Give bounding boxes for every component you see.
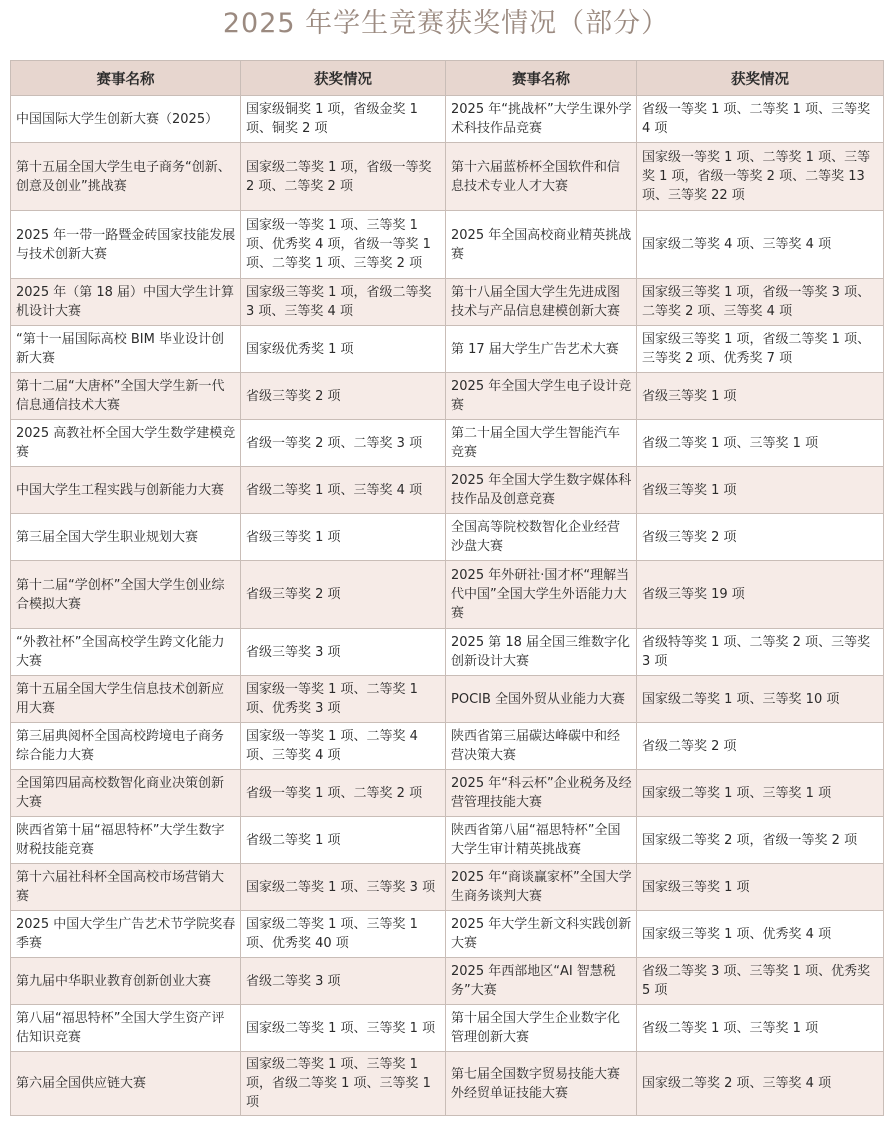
award-status-cell: 国家级二等奖 4 项、三等奖 4 项	[637, 211, 884, 279]
competition-name-cell: 第十六届蓝桥杯全国软件和信息技术专业人才大赛	[446, 143, 637, 211]
competition-name-cell: 2025 年（第 18 届）中国大学生计算机设计大赛	[11, 279, 241, 326]
award-status-cell: 省级三等奖 1 项	[241, 514, 446, 561]
competition-name-cell: 陕西省第八届“福思特杯”全国大学生审计精英挑战赛	[446, 817, 637, 864]
award-status-cell: 国家级一等奖 1 项、三等奖 1 项、优秀奖 4 项，省级一等奖 1 项、二等奖 1 项、三等奖 2 项	[241, 211, 446, 279]
award-status-cell: 省级二等奖 2 项	[637, 723, 884, 770]
header-award-status: 获奖情况	[241, 61, 446, 96]
header-award-status: 获奖情况	[637, 61, 884, 96]
award-status-cell: 国家级三等奖 1 项，省级二等奖 1 项、三等奖 2 项、优秀奖 7 项	[637, 326, 884, 373]
competition-name-cell: 第十五届全国大学生电子商务“创新、创意及创业”挑战赛	[11, 143, 241, 211]
table-row	[11, 373, 884, 420]
competition-name-cell: 第十六届社科杯全国高校市场营销大赛	[11, 864, 241, 911]
competition-name-cell: 2025 第 18 届全国三维数字化创新设计大赛	[446, 629, 637, 676]
award-status-cell: 国家级一等奖 1 项、二等奖 1 项、三等奖 1 项，省级一等奖 2 项、二等奖 13 项、三等奖 22 项	[637, 143, 884, 211]
award-status-cell: 国家级二等奖 1 项、三等奖 10 项	[637, 676, 884, 723]
award-status-cell: 省级二等奖 1 项	[241, 817, 446, 864]
table-row	[11, 958, 884, 1005]
award-status-cell: 省级三等奖 2 项	[637, 514, 884, 561]
table-row	[11, 676, 884, 723]
award-status-cell: 国家级优秀奖 1 项	[241, 326, 446, 373]
award-status-cell: 省级三等奖 1 项	[637, 373, 884, 420]
competition-name-cell: 第十二届“学创杯”全国大学生创业综合模拟大赛	[11, 561, 241, 629]
award-status-cell: 国家级三等奖 1 项，省级一等奖 3 项、二等奖 2 项、三等奖 4 项	[637, 279, 884, 326]
competition-name-cell: 第三届全国大学生职业规划大赛	[11, 514, 241, 561]
competition-name-cell: 2025 年“商谈赢家杯”全国大学生商务谈判大赛	[446, 864, 637, 911]
table-row	[11, 1052, 884, 1116]
award-status-cell: 国家级二等奖 1 项，省级一等奖 2 项、二等奖 2 项	[241, 143, 446, 211]
award-status-cell: 国家级三等奖 1 项，省级二等奖 3 项、三等奖 4 项	[241, 279, 446, 326]
award-status-cell: 国家级二等奖 1 项、三等奖 1 项、优秀奖 40 项	[241, 911, 446, 958]
award-status-cell: 国家级二等奖 1 项、三等奖 3 项	[241, 864, 446, 911]
award-status-cell: 省级二等奖 1 项、三等奖 1 项	[637, 1005, 884, 1052]
competition-name-cell: 第十八届全国大学生先进成图技术与产品信息建模创新大赛	[446, 279, 637, 326]
competition-name-cell: 2025 年全国大学生数字媒体科技作品及创意竞赛	[446, 467, 637, 514]
award-status-cell: 省级三等奖 19 项	[637, 561, 884, 629]
table-row	[11, 467, 884, 514]
award-status-cell: 国家级铜奖 1 项，省级金奖 1 项、铜奖 2 项	[241, 96, 446, 143]
competition-name-cell: 第六届全国供应链大赛	[11, 1052, 241, 1116]
award-status-cell: 省级二等奖 1 项、三等奖 4 项	[241, 467, 446, 514]
award-status-cell: 省级一等奖 1 项、二等奖 2 项	[241, 770, 446, 817]
competition-name-cell: 第三届典阅杯全国高校跨境电子商务综合能力大赛	[11, 723, 241, 770]
header-competition-name: 赛事名称	[446, 61, 637, 96]
awards-table	[10, 60, 884, 1116]
table-row	[11, 420, 884, 467]
competition-name-cell: 第九届中华职业教育创新创业大赛	[11, 958, 241, 1005]
award-status-cell: 国家级二等奖 1 项、三等奖 1 项，省级二等奖 1 项、三等奖 1 项	[241, 1052, 446, 1116]
competition-name-cell: 第七届全国数字贸易技能大赛外经贸单证技能大赛	[446, 1052, 637, 1116]
competition-name-cell: 2025 年西部地区“AI 智慧税务”大赛	[446, 958, 637, 1005]
table-row	[11, 770, 884, 817]
table-row	[11, 143, 884, 211]
competition-name-cell: 陕西省第十届“福思特杯”大学生数字财税技能竞赛	[11, 817, 241, 864]
award-status-cell: 国家级三等奖 1 项、优秀奖 4 项	[637, 911, 884, 958]
award-status-cell: 国家级一等奖 1 项、二等奖 4 项、三等奖 4 项	[241, 723, 446, 770]
competition-name-cell: 第 17 届大学生广告艺术大赛	[446, 326, 637, 373]
award-status-cell: 省级三等奖 1 项	[637, 467, 884, 514]
competition-name-cell: POCIB 全国外贸从业能力大赛	[446, 676, 637, 723]
table-row	[11, 514, 884, 561]
header-competition-name: 赛事名称	[11, 61, 241, 96]
table-row	[11, 911, 884, 958]
competition-name-cell: 中国大学生工程实践与创新能力大赛	[11, 467, 241, 514]
award-status-cell: 国家级二等奖 2 项、三等奖 4 项	[637, 1052, 884, 1116]
table-row	[11, 1005, 884, 1052]
competition-name-cell: 第十五届全国大学生信息技术创新应用大赛	[11, 676, 241, 723]
page-title: 2025 年学生竞赛获奖情况（部分）	[222, 8, 670, 39]
competition-name-cell: 陕西省第三届碳达峰碳中和经营决策大赛	[446, 723, 637, 770]
table-row	[11, 629, 884, 676]
competition-name-cell: “外教社杯”全国高校学生跨文化能力大赛	[11, 629, 241, 676]
competition-name-cell: 全国高等院校数智化企业经营沙盘大赛	[446, 514, 637, 561]
award-status-cell: 省级三等奖 2 项	[241, 561, 446, 629]
award-status-cell: 国家级一等奖 1 项、二等奖 1 项、优秀奖 3 项	[241, 676, 446, 723]
award-status-cell: 国家级二等奖 1 项、三等奖 1 项	[241, 1005, 446, 1052]
award-status-cell: 省级三等奖 3 项	[241, 629, 446, 676]
competition-name-cell: 中国国际大学生创新大赛（2025）	[11, 96, 241, 143]
competition-name-cell: 2025 年一带一路暨金砖国家技能发展与技术创新大赛	[11, 211, 241, 279]
table-row	[11, 326, 884, 373]
competition-name-cell: 2025 年全国大学生电子设计竞赛	[446, 373, 637, 420]
table-row	[11, 817, 884, 864]
award-status-cell: 省级二等奖 3 项	[241, 958, 446, 1005]
competition-name-cell: 第二十届全国大学生智能汽车竞赛	[446, 420, 637, 467]
award-status-cell: 省级二等奖 3 项、三等奖 1 项、优秀奖 5 项	[637, 958, 884, 1005]
competition-name-cell: 全国第四届高校数智化商业决策创新大赛	[11, 770, 241, 817]
competition-name-cell: 2025 年外研社·国才杯“理解当代中国”全国大学生外语能力大赛	[446, 561, 637, 629]
competition-name-cell: 2025 中国大学生广告艺术节学院奖春季赛	[11, 911, 241, 958]
table-header-row	[11, 61, 884, 96]
competition-name-cell: “第十一届国际高校 BIM 毕业设计创新大赛	[11, 326, 241, 373]
table-row	[11, 561, 884, 629]
table-row	[11, 864, 884, 911]
competition-name-cell: 2025 年“科云杯”企业税务及经营管理技能大赛	[446, 770, 637, 817]
competition-name-cell: 2025 年大学生新文科实践创新大赛	[446, 911, 637, 958]
award-status-cell: 省级三等奖 2 项	[241, 373, 446, 420]
competition-name-cell: 第八届“福思特杯”全国大学生资产评估知识竞赛	[11, 1005, 241, 1052]
award-status-cell: 国家级二等奖 2 项，省级一等奖 2 项	[637, 817, 884, 864]
award-status-cell: 省级二等奖 1 项、三等奖 1 项	[637, 420, 884, 467]
competition-name-cell: 2025 年“挑战杯”大学生课外学术科技作品竞赛	[446, 96, 637, 143]
award-status-cell: 省级一等奖 2 项、二等奖 3 项	[241, 420, 446, 467]
award-status-cell: 国家级二等奖 1 项、三等奖 1 项	[637, 770, 884, 817]
table-row	[11, 723, 884, 770]
competition-name-cell: 第十二届“大唐杯”全国大学生新一代信息通信技术大赛	[11, 373, 241, 420]
competition-name-cell: 2025 年全国高校商业精英挑战赛	[446, 211, 637, 279]
table-row	[11, 96, 884, 143]
competition-name-cell: 2025 高教社杯全国大学生数学建模竞赛	[11, 420, 241, 467]
award-status-cell: 国家级三等奖 1 项	[637, 864, 884, 911]
table-row	[11, 211, 884, 279]
table-row	[11, 279, 884, 326]
award-status-cell: 省级一等奖 1 项、二等奖 1 项、三等奖 4 项	[637, 96, 884, 143]
award-status-cell: 省级特等奖 1 项、二等奖 2 项、三等奖 3 项	[637, 629, 884, 676]
competition-name-cell: 第十届全国大学生企业数字化管理创新大赛	[446, 1005, 637, 1052]
